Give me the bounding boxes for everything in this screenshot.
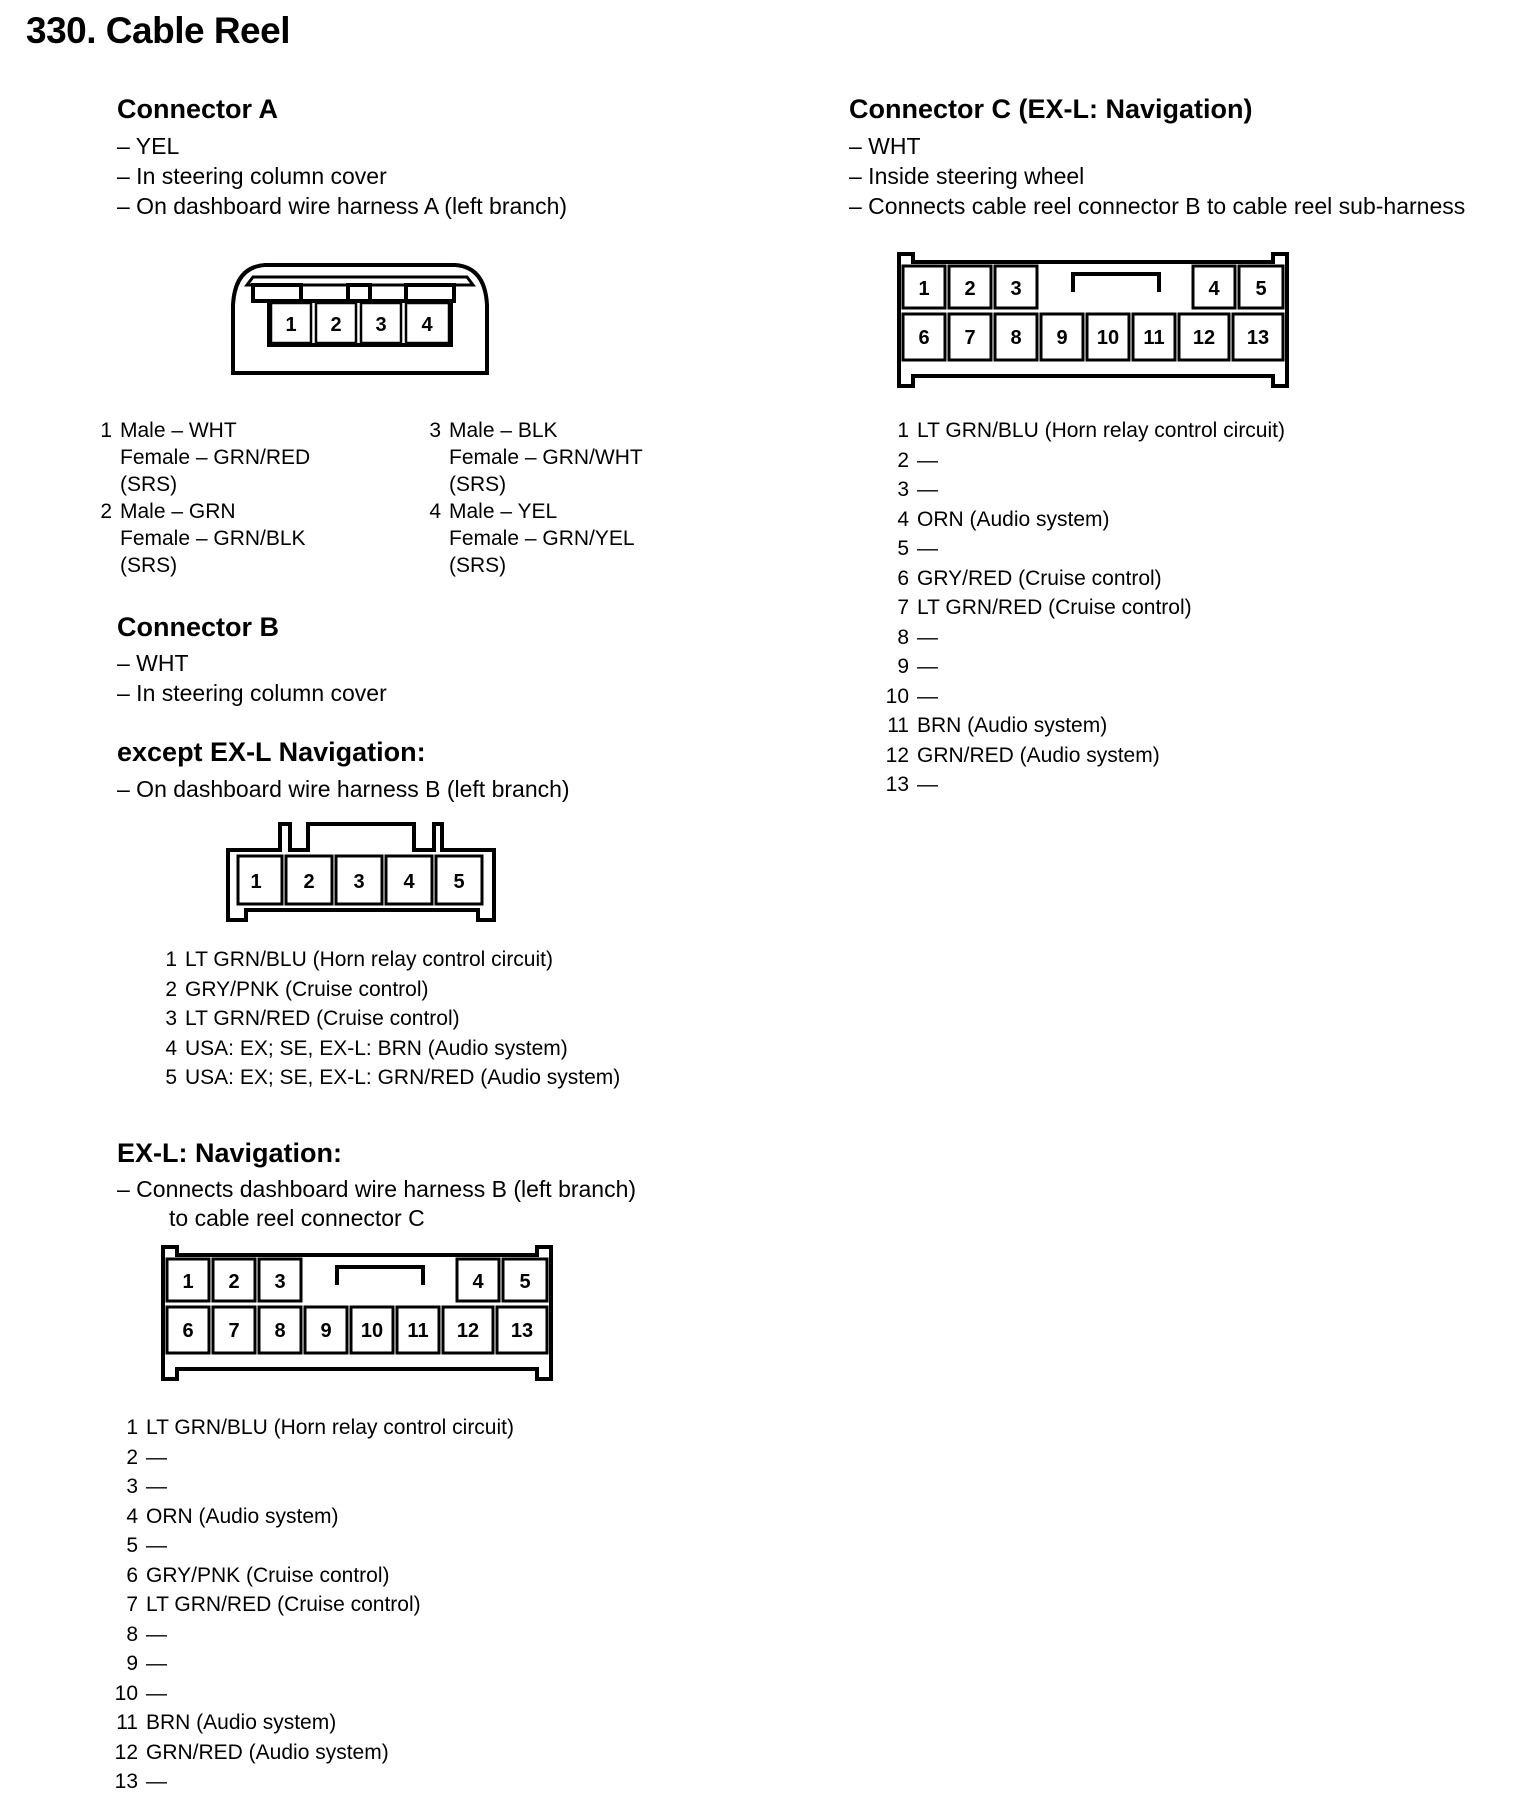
nav-detail-line: to cable reel connector C	[169, 1205, 425, 1231]
except-nav-heading: except EX-L Navigation:	[117, 737, 426, 767]
list-item	[881, 564, 1285, 594]
pin-description: GRY/PNK (Cruise control)	[185, 977, 429, 1001]
connector-b-diagram	[222, 820, 502, 925]
pin-description: GRY/PNK (Cruise control)	[146, 1563, 390, 1587]
pin-label: 8	[274, 1320, 286, 1342]
list-item	[881, 711, 1285, 741]
list-item	[110, 1649, 514, 1679]
pin-number: 1	[100, 419, 112, 442]
pin-number: 2	[100, 500, 112, 523]
connector-c-diagram	[893, 250, 1293, 390]
pin-description: ORN (Audio system)	[917, 507, 1110, 531]
list-item	[881, 682, 1285, 712]
pin-label: 4	[1208, 278, 1220, 300]
pin-label: 3	[1010, 278, 1022, 300]
pin-label: 2	[330, 314, 342, 336]
pin-label: 1	[182, 1271, 194, 1293]
pin-number: 5	[165, 1066, 177, 1089]
list-item	[881, 475, 1285, 505]
list-item	[149, 975, 620, 1005]
pin-description: —	[917, 684, 938, 708]
pin-description: —	[917, 478, 938, 501]
pin-description: USA: EX; SE, EX-L: GRN/RED (Audio system)	[185, 1066, 621, 1089]
except-nav-pin-list	[149, 945, 620, 1093]
pin-line: Male – WHT	[120, 419, 237, 442]
pin-line: Male – YEL	[449, 500, 558, 523]
pin-description: ORN (Audio system)	[146, 1504, 339, 1528]
pin-description: LT GRN/RED (Cruise control)	[917, 596, 1192, 619]
pin-line: (SRS)	[449, 554, 507, 577]
connector-a-details	[117, 131, 567, 221]
pin-number: 12	[885, 743, 909, 767]
pin-label: 2	[228, 1271, 240, 1293]
connector-b-heading: Connector B	[117, 612, 279, 642]
pin-description: GRN/RED (Audio system)	[146, 1740, 389, 1764]
pin-line: Male – BLK	[449, 419, 558, 442]
detail-line: – On dashboard wire harness A (left branch)	[117, 193, 568, 219]
pin-line: Male – GRN	[120, 500, 236, 523]
pin-label: 2	[303, 871, 315, 893]
pin-description: LT GRN/RED (Cruise control)	[146, 1593, 421, 1616]
pin-description: —	[146, 1534, 167, 1557]
connector-a-pin-3	[417, 417, 643, 498]
connector-a-pin-1	[88, 417, 310, 498]
pin-description: LT GRN/BLU (Horn relay control circuit)	[146, 1416, 514, 1439]
list-item	[881, 770, 1285, 800]
list-item	[881, 593, 1285, 623]
connector-c-pin-list	[881, 416, 1285, 800]
pin-number: 8	[126, 1622, 138, 1646]
pin-label: 9	[1056, 327, 1068, 349]
pin-label: 6	[182, 1320, 194, 1342]
list-item	[110, 1738, 514, 1768]
list-item	[881, 446, 1285, 476]
pin-number: 12	[114, 1740, 138, 1764]
pin-number: 6	[126, 1563, 138, 1587]
pin-label: 8	[1010, 327, 1022, 349]
pin-label: 13	[1246, 327, 1270, 349]
connector-a-heading: Connector A	[117, 94, 278, 124]
list-item	[881, 534, 1285, 564]
pin-description: —	[917, 537, 938, 560]
pin-number: 5	[126, 1534, 138, 1557]
pin-number: 3	[429, 419, 441, 442]
pin-description: —	[146, 1475, 167, 1498]
pin-description: GRN/RED (Audio system)	[917, 743, 1160, 767]
list-item	[149, 1004, 620, 1034]
connector-b-details	[117, 648, 387, 708]
list-item	[110, 1443, 514, 1473]
pin-number: 9	[126, 1652, 138, 1675]
pin-label: 13	[510, 1320, 534, 1342]
list-item	[110, 1590, 514, 1620]
pin-label: 1	[285, 314, 297, 336]
pin-label: 4	[472, 1271, 484, 1293]
detail-line: – YEL	[117, 133, 180, 159]
pin-number: 4	[429, 500, 441, 523]
pin-number: 13	[114, 1770, 138, 1793]
pin-number: 3	[126, 1475, 138, 1498]
list-item	[149, 1034, 620, 1064]
pin-number: 7	[126, 1593, 138, 1616]
pin-description: —	[917, 448, 938, 472]
detail-line: – In steering column cover	[117, 680, 387, 706]
connector-a-pin-4	[417, 498, 635, 579]
pin-line: Female – GRN/BLK	[120, 527, 306, 550]
pin-number: 4	[126, 1504, 138, 1528]
pin-description: USA: EX; SE, EX-L: BRN (Audio system)	[185, 1036, 568, 1060]
pin-label: 1	[918, 278, 930, 300]
pin-number: 11	[887, 714, 909, 737]
list-item	[881, 652, 1285, 682]
list-item	[149, 1063, 620, 1093]
pin-label: 3	[375, 314, 387, 336]
list-item	[110, 1472, 514, 1502]
pin-label: 12	[1192, 327, 1216, 349]
list-item	[881, 505, 1285, 535]
pin-number: 9	[897, 655, 909, 678]
list-item	[110, 1531, 514, 1561]
pin-number: 1	[165, 948, 177, 971]
pin-description: LT GRN/BLU (Horn relay control circuit)	[917, 419, 1285, 442]
pin-label: 5	[519, 1271, 531, 1293]
pin-description: —	[917, 655, 938, 678]
pin-description: —	[917, 625, 938, 649]
pin-label: 3	[353, 871, 365, 893]
pin-label: 12	[456, 1320, 480, 1342]
pin-label: 10	[1096, 327, 1120, 349]
pin-number: 2	[126, 1445, 138, 1469]
pin-number: 1	[897, 419, 909, 442]
connector-a-diagram	[225, 255, 495, 380]
detail-line: – Connects cable reel connector B to cable reel sub-harness	[849, 193, 1466, 219]
pin-label: 5	[453, 871, 465, 893]
pin-line: Female – GRN/RED	[120, 446, 311, 469]
pin-number: 2	[897, 448, 909, 472]
pin-number: 11	[116, 1711, 138, 1734]
pin-label: 4	[403, 871, 415, 893]
page-title: 330. Cable Reel	[26, 10, 290, 51]
list-item	[110, 1620, 514, 1650]
pin-label: 6	[918, 327, 930, 349]
list-item	[110, 1679, 514, 1709]
list-item	[110, 1767, 514, 1797]
pin-number: 6	[897, 566, 909, 590]
pin-number: 8	[897, 625, 909, 649]
nav-pin-list	[110, 1413, 514, 1797]
pin-line: (SRS)	[120, 554, 178, 577]
pin-description: BRN (Audio system)	[917, 714, 1108, 737]
pin-number: 5	[897, 537, 909, 560]
pin-number: 7	[897, 596, 909, 619]
list-item	[881, 416, 1285, 446]
list-item	[110, 1413, 514, 1443]
pin-description: —	[146, 1445, 167, 1469]
list-item	[149, 945, 620, 975]
list-item	[110, 1708, 514, 1738]
pin-line: (SRS)	[120, 473, 178, 496]
detail-line: – In steering column cover	[117, 163, 387, 189]
pin-number: 3	[165, 1007, 177, 1030]
nav-detail-line: – Connects dashboard wire harness B (left branch)	[117, 1176, 637, 1202]
pin-description: GRY/RED (Cruise control)	[917, 566, 1162, 590]
pin-description: BRN (Audio system)	[146, 1711, 337, 1734]
list-item	[110, 1561, 514, 1591]
pin-number: 3	[897, 478, 909, 501]
pin-label: 4	[421, 314, 433, 336]
connector-c-heading: Connector C (EX-L: Navigation)	[849, 94, 1253, 124]
except-nav-details	[117, 774, 570, 804]
pin-label: 11	[1143, 327, 1165, 349]
pin-label: 11	[407, 1320, 429, 1342]
connector-a-pin-2	[88, 498, 306, 579]
pin-description: LT GRN/RED (Cruise control)	[185, 1007, 460, 1030]
pin-number: 13	[885, 773, 909, 796]
pin-line: Female – GRN/WHT	[449, 446, 643, 469]
pin-number: 2	[165, 977, 177, 1001]
connector-b-nav-diagram	[157, 1243, 557, 1383]
pin-number: 1	[126, 1416, 138, 1439]
detail-line: – WHT	[849, 133, 921, 159]
pin-label: 5	[1255, 278, 1267, 300]
pin-description: —	[146, 1622, 167, 1646]
pin-description: —	[917, 773, 938, 796]
pin-label: 1	[250, 871, 262, 893]
pin-grid	[903, 266, 1283, 360]
list-item	[881, 623, 1285, 653]
pin-label: 10	[360, 1320, 384, 1342]
pin-description: —	[146, 1652, 167, 1675]
detail-line: – Inside steering wheel	[849, 163, 1085, 189]
pin-description: LT GRN/BLU (Horn relay control circuit)	[185, 948, 553, 971]
detail-line: – WHT	[117, 650, 189, 676]
pin-label: 7	[964, 327, 976, 349]
pin-grid	[167, 1259, 547, 1353]
pin-number: 10	[114, 1681, 138, 1705]
pin-label: 7	[228, 1320, 240, 1342]
pin-number: 4	[897, 507, 909, 531]
pin-line: (SRS)	[449, 473, 507, 496]
list-item	[881, 741, 1285, 771]
pin-number: 10	[885, 684, 909, 708]
pin-label: 2	[964, 278, 976, 300]
connector-c-details	[849, 131, 1465, 221]
list-item	[110, 1502, 514, 1532]
pin-description: —	[146, 1770, 167, 1793]
pin-number: 4	[165, 1036, 177, 1060]
pin-label: 3	[274, 1271, 286, 1293]
pin-line: Female – GRN/YEL	[449, 527, 635, 550]
pin-label: 9	[320, 1320, 332, 1342]
nav-heading: EX-L: Navigation:	[117, 1138, 343, 1168]
detail-line: – On dashboard wire harness B (left branch)	[117, 776, 570, 802]
pin-description: —	[146, 1681, 167, 1705]
